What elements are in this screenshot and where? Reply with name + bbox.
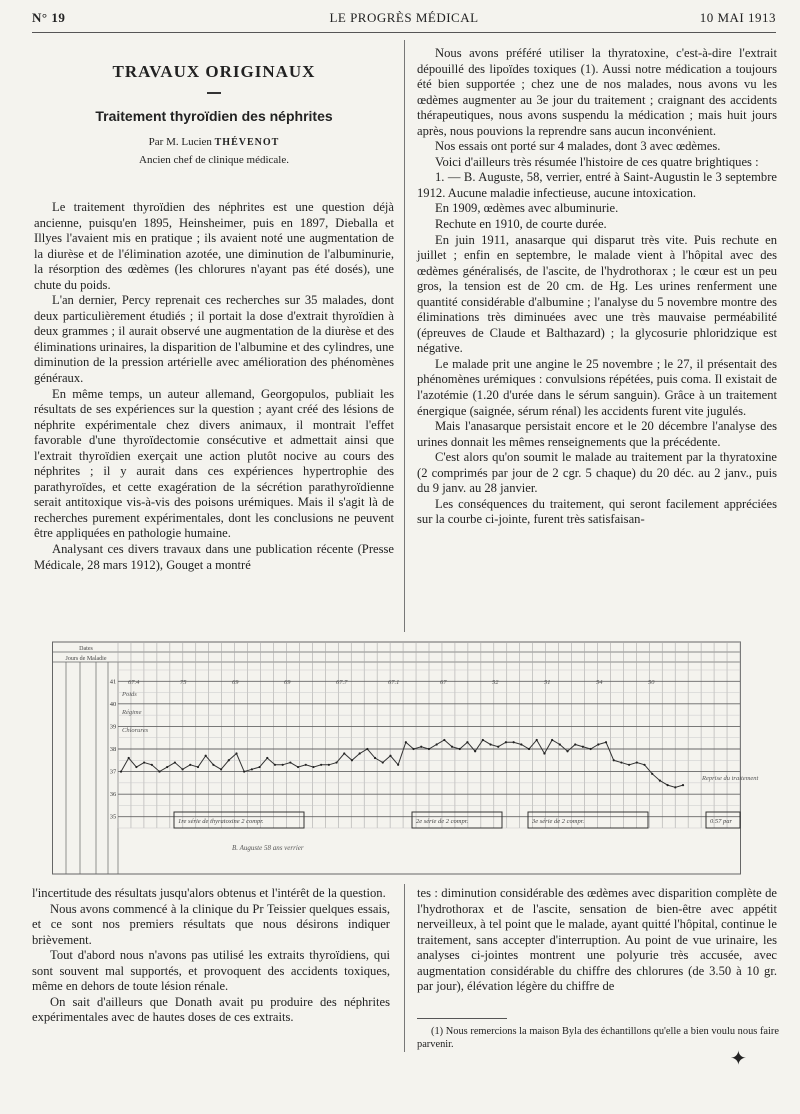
article-heading	[34, 62, 394, 166]
temperature-point	[466, 741, 468, 743]
temperature-point	[343, 752, 345, 754]
article-title: Traitement thyroïdien des néphrites	[95, 108, 333, 124]
paragraph: l'incertitude des résultats jusqu'alors obtenus et l'intérêt de la question.	[32, 886, 386, 900]
paragraph: On sait d'ailleurs que Donath avait pu produire des néphrites expérimentales avec de hautes doses de ces extraits.	[32, 994, 390, 1025]
temperature-point	[335, 761, 337, 763]
temperature-point	[289, 761, 291, 763]
temperature-point	[389, 755, 391, 757]
temperature-point	[197, 766, 199, 768]
weight-annotation: 67.7	[336, 679, 348, 686]
temperature-point	[235, 752, 237, 754]
side-note: Poids	[122, 691, 137, 698]
temperature-point	[459, 748, 461, 750]
paragraph: Voici d'ailleurs très résumée l'histoire de ces quatre brightiques :	[435, 154, 759, 169]
temperature-point	[189, 764, 191, 766]
temperature-point	[551, 739, 553, 741]
left-column	[34, 200, 394, 573]
side-note: Régime	[122, 709, 142, 716]
temperature-point	[312, 766, 314, 768]
treatment-box-2-label: 2e série de 2 compr.	[416, 818, 469, 825]
temperature-point	[497, 746, 499, 748]
paragraph: Nous avons préféré utiliser la thyratoxine, c'est-à-dire l'extrait dépouillé des lipoïdes toxiques (1). Aussi notre médication a toujours été bien supportée ; chez une de nos malades, nous avons vu les œdèmes augmenter au 3e jour du traitement ; craignant des accidents thérapeutiques, nous avons suspendu la médication ; mais huit jours après, nous pouvions la reprendre sans aucun inconvénient.	[417, 46, 777, 138]
treatment-box-3-label: 3e série de 2 compr.	[532, 818, 585, 825]
paragraph: Analysant ces divers travaux dans une publication récente (Presse Médicale, 28 mars 1912), Gouget a montré	[34, 542, 394, 572]
temperature-point	[513, 741, 515, 743]
weight-annotation: 67	[440, 679, 447, 686]
bottom-right-column	[417, 886, 777, 995]
paragraph: L'an dernier, Percy reprenait ces recherches sur 35 malades, dont deux particulièrement étudiés ; il portait la dose d'extrait thyroïdien à deux grammes ; il aurait observé une augmentation de la diurèse et des éliminations urinaires, la disparition de l'albumine et des cylindres, une diminution de la pression artérielle avec amélioration des phénomènes généraux.	[34, 293, 394, 386]
temperature-point	[328, 764, 330, 766]
y-tick-label: 37	[109, 768, 117, 776]
temperature-point	[505, 741, 507, 743]
temperature-point	[443, 739, 445, 741]
paragraph: Les conséquences du traitement, qui seront facilement appréciées sur la courbe ci-jointe, furent très satisfaisan-	[417, 496, 777, 527]
author-name: THÉVENOT	[214, 137, 280, 148]
right-column	[417, 46, 777, 528]
byline-prefix: Par M. Lucien	[148, 136, 215, 148]
paragraph: Rechute en 1910, de courte durée.	[435, 217, 607, 232]
temperature-point	[412, 748, 414, 750]
temperature-point	[266, 757, 268, 759]
temperature-point	[543, 752, 545, 754]
temperature-point	[528, 748, 530, 750]
paragraph: 1. — B. Auguste, 58, verrier, entré à Saint-Augustin le 3 septembre 1912. Aucune maladie infectieuse, aucune intoxication.	[417, 170, 777, 200]
author-affiliation: Ancien chef de clinique médicale.	[139, 154, 289, 166]
y-tick-label: 40	[109, 700, 117, 708]
weight-annotation: 67.4	[128, 679, 140, 686]
ornament-icon: ✦	[730, 1048, 747, 1070]
temperature-point	[405, 741, 407, 743]
section-title: TRAVAUX ORIGINAUX	[112, 62, 316, 81]
weight-annotation: 51	[544, 679, 551, 686]
temperature-point	[274, 764, 276, 766]
temperature-point	[359, 752, 361, 754]
weight-annotation: 69	[232, 679, 239, 686]
temperature-point	[428, 748, 430, 750]
temperature-point	[620, 761, 622, 763]
right-note: Reprise du traitement	[702, 775, 759, 782]
temperature-point	[251, 768, 253, 770]
temperature-point	[374, 757, 376, 759]
paragraph: Mais l'anasarque persistait encore et le 20 décembre l'analyse des urines donnait les mêmes renseignements que la précédente.	[417, 419, 777, 449]
temperature-point	[659, 780, 661, 782]
temperature-point	[451, 746, 453, 748]
temperature-point	[158, 770, 160, 772]
footnote	[417, 1026, 779, 1051]
temperature-point	[166, 766, 168, 768]
weight-annotation: 75	[180, 679, 187, 686]
temperature-point	[420, 746, 422, 748]
weight-annotation: 50	[648, 679, 655, 686]
temperature-point	[143, 761, 145, 763]
paragraph: Le traitement thyroïdien des néphrites est une question déjà ancienne, puisqu'en 1895, Heinsheimer, puis en 1897, Dieballa et Illyes l'avaient mis en pratique ; ils avaient noté une augmentation de la diurèse et de l'élimination azotée, une diminution de l'albuminurie, la résorption des œdèmes (les chlorures n'ayant pas été dosés), une chute du poids.	[34, 200, 394, 292]
below-note: B. Auguste 58 ans verrier	[232, 844, 304, 852]
footnote-rule	[417, 1018, 507, 1019]
paragraph: Nos essais ont porté sur 4 malades, dont 3 avec œdèmes.	[435, 139, 721, 154]
treatment-box-1-label: 1re série de thyratoxine 2 compr.	[178, 818, 264, 825]
temperature-point	[243, 770, 245, 772]
paragraph: Nous avons commencé à la clinique du Pr Teissier quelques essais, et ce sont nos premiers résultats que nous désirons indiquer brièvement.	[32, 901, 390, 947]
temperature-point	[682, 784, 684, 786]
temperature-point	[582, 746, 584, 748]
temperature-point	[597, 743, 599, 745]
temperature-point	[651, 773, 653, 775]
temperature-point	[536, 739, 538, 741]
temperature-point	[305, 764, 307, 766]
bottom-left-column	[32, 886, 390, 1026]
temperature-point	[397, 764, 399, 766]
temperature-point	[282, 764, 284, 766]
temperature-point	[643, 764, 645, 766]
temperature-point	[489, 743, 491, 745]
temperature-point	[482, 739, 484, 741]
temperature-point	[574, 743, 576, 745]
y-tick-label: 39	[109, 723, 117, 731]
temperature-chart	[52, 640, 759, 876]
row-label-days: Jours de Maladie	[65, 656, 107, 662]
temperature-point	[351, 759, 353, 761]
temperature-point	[636, 761, 638, 763]
temperature-point	[135, 766, 137, 768]
temperature-point	[667, 784, 669, 786]
temperature-point	[628, 764, 630, 766]
header-rule	[32, 32, 776, 33]
temperature-point	[559, 743, 561, 745]
temperature-point	[212, 764, 214, 766]
footnote-text: (1) Nous remercions la maison Byla des échantillons qu'elle a bien voulu nous faire parvenir.	[417, 1026, 779, 1050]
journal-title: LE PROGRÈS MÉDICAL	[329, 10, 479, 25]
paragraph: Tout d'abord nous n'avons pas utilisé les extraits thyroïdiens, qui sont souvent mal supportés, et provoquent des accidents toxiques, même en dehors de toute lésion rénale.	[32, 948, 390, 994]
side-note: Chlorures	[122, 727, 149, 734]
temperature-point	[205, 755, 207, 757]
chart-svg	[52, 640, 759, 876]
temperature-point	[474, 750, 476, 752]
y-tick-label: 41	[109, 678, 117, 686]
temperature-point	[366, 748, 368, 750]
weight-annotation: 67.1	[388, 679, 400, 686]
paragraph: Le malade prit une angine le 25 novembre ; le 27, il présentait des phénomènes urémiques : convulsions répétées, puis coma. Il existait de l'azotémie (1.20 d'urée dans le sérum sanguin). Grâce à un traitement énergique (saignée, sérum rénal) les accidents furent vite jugulés.	[417, 356, 777, 418]
issue-number: N° 19	[32, 10, 66, 25]
issue-date: 10 MAI 1913	[699, 10, 776, 25]
paragraph: tes : diminution considérable des œdèmes avec disparition complète de l'hydrothorax et de l'ascite, sensation de bien-être avec appétit nerveilleux, à tel point que le malade, ayant quitté l'hôpital, continue le traitement, sans accepter d'interruption. Au point de vue urinaire, les analyses ci-jointes montrent une polyurie très accusée, avec augmentation considérable du chiffre des chlorures (de 3.50 à 10 gr. par jour), élévation légère du chiffre de	[417, 886, 777, 994]
temperature-point	[605, 741, 607, 743]
page-header	[32, 8, 776, 30]
temperature-point	[128, 757, 130, 759]
title-dash	[207, 92, 221, 94]
paragraph: En juin 1911, anasarque qui disparut très vite. Puis rechute en juillet ; enfin en septembre, le malade vient à l'hôpital avec des œdèmes généralisés, de l'ascite, de l'hydrothorax ; le cœur est un peu gros, la tension est de 20 cm. de Hg. Les urines renferment une quantité considérable d'albumine ; l'analyse du 5 novembre montre des éliminations très diminuées avec une très mauvaise perméabilité (épreuves de Claude et Balthazard) ; la glycosurie phloridzique est négative.	[417, 232, 777, 356]
byline	[34, 136, 394, 148]
temperature-point	[613, 759, 615, 761]
temperature-point	[228, 759, 230, 761]
column-divider-top	[404, 40, 405, 632]
paragraph: En 1909, œdèmes avec albuminurie.	[435, 201, 619, 216]
chart-frame	[53, 642, 741, 874]
y-tick-label: 36	[109, 791, 117, 799]
temperature-point	[674, 786, 676, 788]
temperature-point	[566, 750, 568, 752]
weight-annotation: 69	[284, 679, 291, 686]
column-divider-bottom	[404, 884, 405, 1052]
temperature-point	[382, 761, 384, 763]
temperature-point	[151, 764, 153, 766]
weight-annotation: 54	[596, 679, 603, 686]
temperature-line	[121, 740, 683, 787]
temperature-point	[436, 743, 438, 745]
temperature-point	[120, 770, 122, 772]
temperature-point	[590, 748, 592, 750]
temperature-point	[220, 768, 222, 770]
temperature-point	[520, 743, 522, 745]
row-label-dates: Dates	[79, 646, 93, 652]
y-tick-label: 38	[109, 746, 117, 753]
temperature-point	[258, 766, 260, 768]
y-tick-label: 35	[109, 813, 117, 821]
temperature-point	[174, 761, 176, 763]
paragraph: C'est alors qu'on soumit le malade au traitement par la thyratoxine (2 comprimés par jour de 2 cgr. 5 chaque) du 20 déc. au 2 janv., puis du 9 janv. au 28 janvier.	[417, 450, 777, 496]
weight-annotation: 52	[492, 679, 499, 686]
paragraph: En même temps, un auteur allemand, Georgopulos, publiait les résultats de ses expériences sur la question ; ayant créé des lésions de néphrite expérimentale chez divers animaux, il montrait l'effet favorable d'une thyroïdectomie consécutive et admettait ainsi que l'extrait thyroïdien exerçait une action plutôt nocive au cours des néphrites ; il y aurait dans ces expériences hypertrophie des parathyroïdes, et cette exagération de la sécrétion parathyroïdienne serait antitoxique vis-à-vis des poisons urémiques. Mais il s'agit là de recherches purement expérimentales, dont les conclusions ne peuvent être appliquées en pathologie humaine.	[34, 386, 394, 541]
temperature-point	[320, 764, 322, 766]
temperature-point	[181, 768, 183, 770]
treatment-box-4-label: 0.57 par	[710, 818, 733, 825]
temperature-point	[297, 766, 299, 768]
